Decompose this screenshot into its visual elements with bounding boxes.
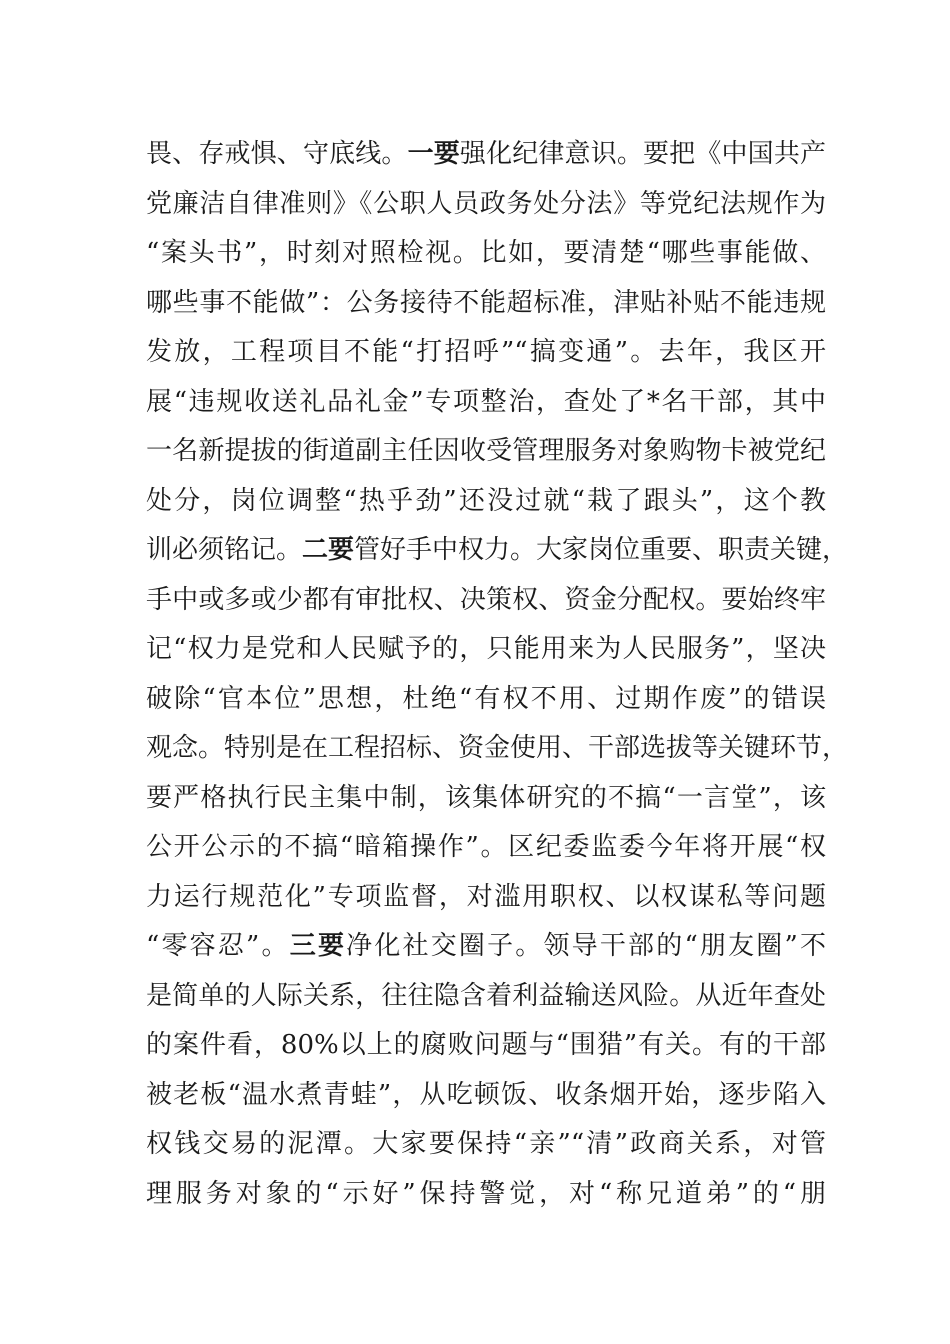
text-segment: “零容忍”。 bbox=[146, 931, 290, 961]
text-segment: 的案件看，80%以上的腐败问题与“围猎”有关。有的干部 bbox=[146, 1030, 826, 1060]
text-segment: 畏、存戒惧、守底线。 bbox=[146, 139, 408, 169]
text-line bbox=[146, 1120, 826, 1170]
text-line bbox=[146, 378, 826, 428]
text-line bbox=[146, 576, 826, 626]
text-segment: 发放，工程项目不能“打招呼”“搞变通”。去年，我区开 bbox=[146, 337, 826, 367]
text-line bbox=[146, 130, 826, 180]
text-line bbox=[146, 972, 826, 1022]
text-line bbox=[146, 1071, 826, 1121]
text-line bbox=[146, 1170, 826, 1220]
text-segment: 强化纪律意识。要把《中国共产 bbox=[459, 139, 826, 169]
text-line bbox=[146, 279, 826, 329]
text-line bbox=[146, 328, 826, 378]
text-line bbox=[146, 526, 849, 576]
text-segment: 被老板“温水煮青蛙”，从吃顿饭、收条烟开始，逐步陷入 bbox=[146, 1079, 826, 1110]
emphasis-keyword: 一要 bbox=[407, 139, 460, 169]
text-segment: 是简单的人际关系，往往隐含着利益输送风险。从近年查处 bbox=[146, 980, 826, 1011]
text-line bbox=[146, 675, 826, 725]
text-segment: 权钱交易的泥潭。大家要保持“亲”“清”政商关系，对管 bbox=[146, 1129, 826, 1159]
text-segment: 展“违规收送礼品礼金”专项整治，查处了*名干部，其中 bbox=[146, 386, 826, 417]
text-segment: 管好手中权力。大家岗位重要、职责关键， bbox=[354, 535, 849, 565]
text-segment: 理服务对象的“示好”保持警觉，对“称兄道弟”的“朋 bbox=[146, 1178, 826, 1209]
text-line bbox=[146, 1021, 826, 1071]
text-segment: “案头书”，时刻对照检视。比如，要清楚“哪些事能做、 bbox=[146, 238, 826, 268]
text-line bbox=[146, 477, 826, 527]
text-line bbox=[146, 229, 826, 279]
text-line bbox=[146, 774, 826, 824]
text-segment: 观念。特别是在工程招标、资金使用、干部选拔等关键环节， bbox=[146, 733, 849, 763]
text-segment: 手中或多或少都有审批权、决策权、资金分配权。要始终牢 bbox=[146, 584, 826, 615]
emphasis-keyword: 三要 bbox=[289, 931, 347, 961]
text-line bbox=[146, 823, 826, 873]
text-line bbox=[146, 427, 826, 477]
text-segment: 要严格执行民主集中制，该集体研究的不搞“一言堂”，该 bbox=[146, 782, 826, 813]
body-text bbox=[146, 130, 849, 1219]
text-line bbox=[146, 873, 826, 923]
text-segment: 一名新提拔的街道副主任因收受管理服务对象购物卡被党纪 bbox=[146, 436, 826, 466]
text-line bbox=[146, 180, 826, 230]
text-segment: 净化社交圈子。领导干部的“朋友圈”不 bbox=[346, 931, 826, 961]
text-segment: 党廉洁自律准则》《公职人员政务处分法》等党纪法规作为 bbox=[146, 188, 826, 219]
text-segment: 破除“官本位”思想，杜绝“有权不用、过期作废”的错误 bbox=[146, 683, 826, 714]
text-line bbox=[146, 724, 849, 774]
text-segment: 力运行规范化”专项监督，对滥用职权、以权谋私等问题 bbox=[146, 881, 826, 912]
text-segment: 公开公示的不搞“暗箱操作”。区纪委监委今年将开展“权 bbox=[146, 832, 826, 862]
text-segment: 处分，岗位调整“热乎劲”还没过就“栽了跟头”，这个教 bbox=[146, 485, 826, 516]
text-segment: 哪些事不能做”：公务接待不能超标准，津贴补贴不能违规 bbox=[146, 287, 826, 318]
text-segment: 训必须铭记。 bbox=[146, 535, 303, 565]
text-line bbox=[146, 922, 826, 972]
emphasis-keyword: 二要 bbox=[302, 535, 355, 565]
text-line bbox=[146, 625, 826, 675]
text-segment: 记“权力是党和人民赋予的，只能用来为人民服务”，坚决 bbox=[146, 634, 826, 664]
